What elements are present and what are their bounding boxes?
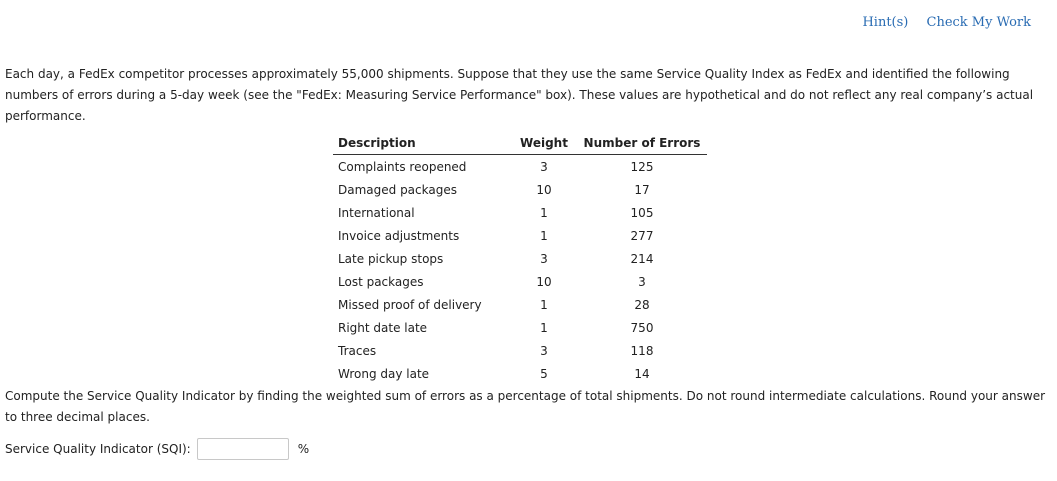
header-number-of-errors: Number of Errors [577, 133, 707, 155]
header-description: Description [333, 133, 511, 155]
table-row [333, 178, 707, 201]
row-errors: 14 [634, 366, 650, 381]
row-errors: 125 [630, 159, 654, 174]
row-errors: 17 [634, 182, 650, 197]
row-description: Late pickup stops [338, 251, 444, 266]
row-description: Damaged packages [338, 182, 457, 197]
table-row [333, 270, 707, 293]
row-weight: 3 [540, 159, 548, 174]
check-my-work-link[interactable]: Check My Work [926, 15, 1031, 30]
percent-unit: % [297, 442, 310, 456]
table-row [333, 316, 707, 339]
sqi-label: Service Quality Indicator (SQI): [5, 442, 191, 456]
row-description: Invoice adjustments [338, 228, 460, 243]
row-description: Lost packages [338, 274, 424, 289]
hint-link[interactable]: Hint(s) [862, 15, 909, 30]
row-errors: 214 [630, 251, 654, 266]
row-errors: 277 [630, 228, 654, 243]
header-weight: Weight [511, 133, 577, 155]
table-row [333, 293, 707, 316]
row-description: Complaints reopened [338, 159, 467, 174]
table-row [333, 155, 707, 179]
table-row [333, 362, 707, 385]
sqi-input[interactable] [197, 438, 289, 460]
table-row [333, 339, 707, 362]
row-description: Wrong day late [338, 366, 430, 381]
errors-table [333, 133, 707, 385]
row-description: International [338, 205, 415, 220]
table-header-row [333, 133, 707, 155]
row-description: Right date late [338, 320, 428, 335]
row-description: Missed proof of delivery [338, 297, 482, 312]
row-weight: 5 [540, 366, 548, 381]
row-errors: 105 [630, 205, 654, 220]
row-weight: 3 [540, 251, 548, 266]
row-errors: 28 [634, 297, 650, 312]
answer-row [5, 436, 309, 462]
row-weight: 1 [540, 320, 548, 335]
row-weight: 3 [540, 343, 548, 358]
row-weight: 1 [540, 228, 548, 243]
row-description: Traces [338, 343, 377, 358]
row-weight: 1 [540, 205, 548, 220]
compute-instructions: Compute the Service Quality Indicator by finding the weighted sum of errors as a percentage of total shipments. Do not round intermediate calculations. Round your answer to three decimal places. [5, 389, 1046, 424]
header-links [848, 15, 1031, 30]
row-weight: 10 [536, 274, 552, 289]
problem-intro: Each day, a FedEx competitor processes approximately 55,000 shipments. Suppose that they use the same Service Quality Index as FedEx and identified the following numbers of errors during a 5-day week (see the "FedEx: Measuring Service Performance" box). These values are hypothetical and do not reflect any real company’s actual performance. [5, 67, 1034, 123]
row-errors: 118 [630, 343, 654, 358]
row-errors: 3 [638, 274, 646, 289]
table-row [333, 224, 707, 247]
table-row [333, 201, 707, 224]
table-row [333, 247, 707, 270]
row-weight: 10 [536, 182, 552, 197]
row-errors: 750 [630, 320, 654, 335]
row-weight: 1 [540, 297, 548, 312]
